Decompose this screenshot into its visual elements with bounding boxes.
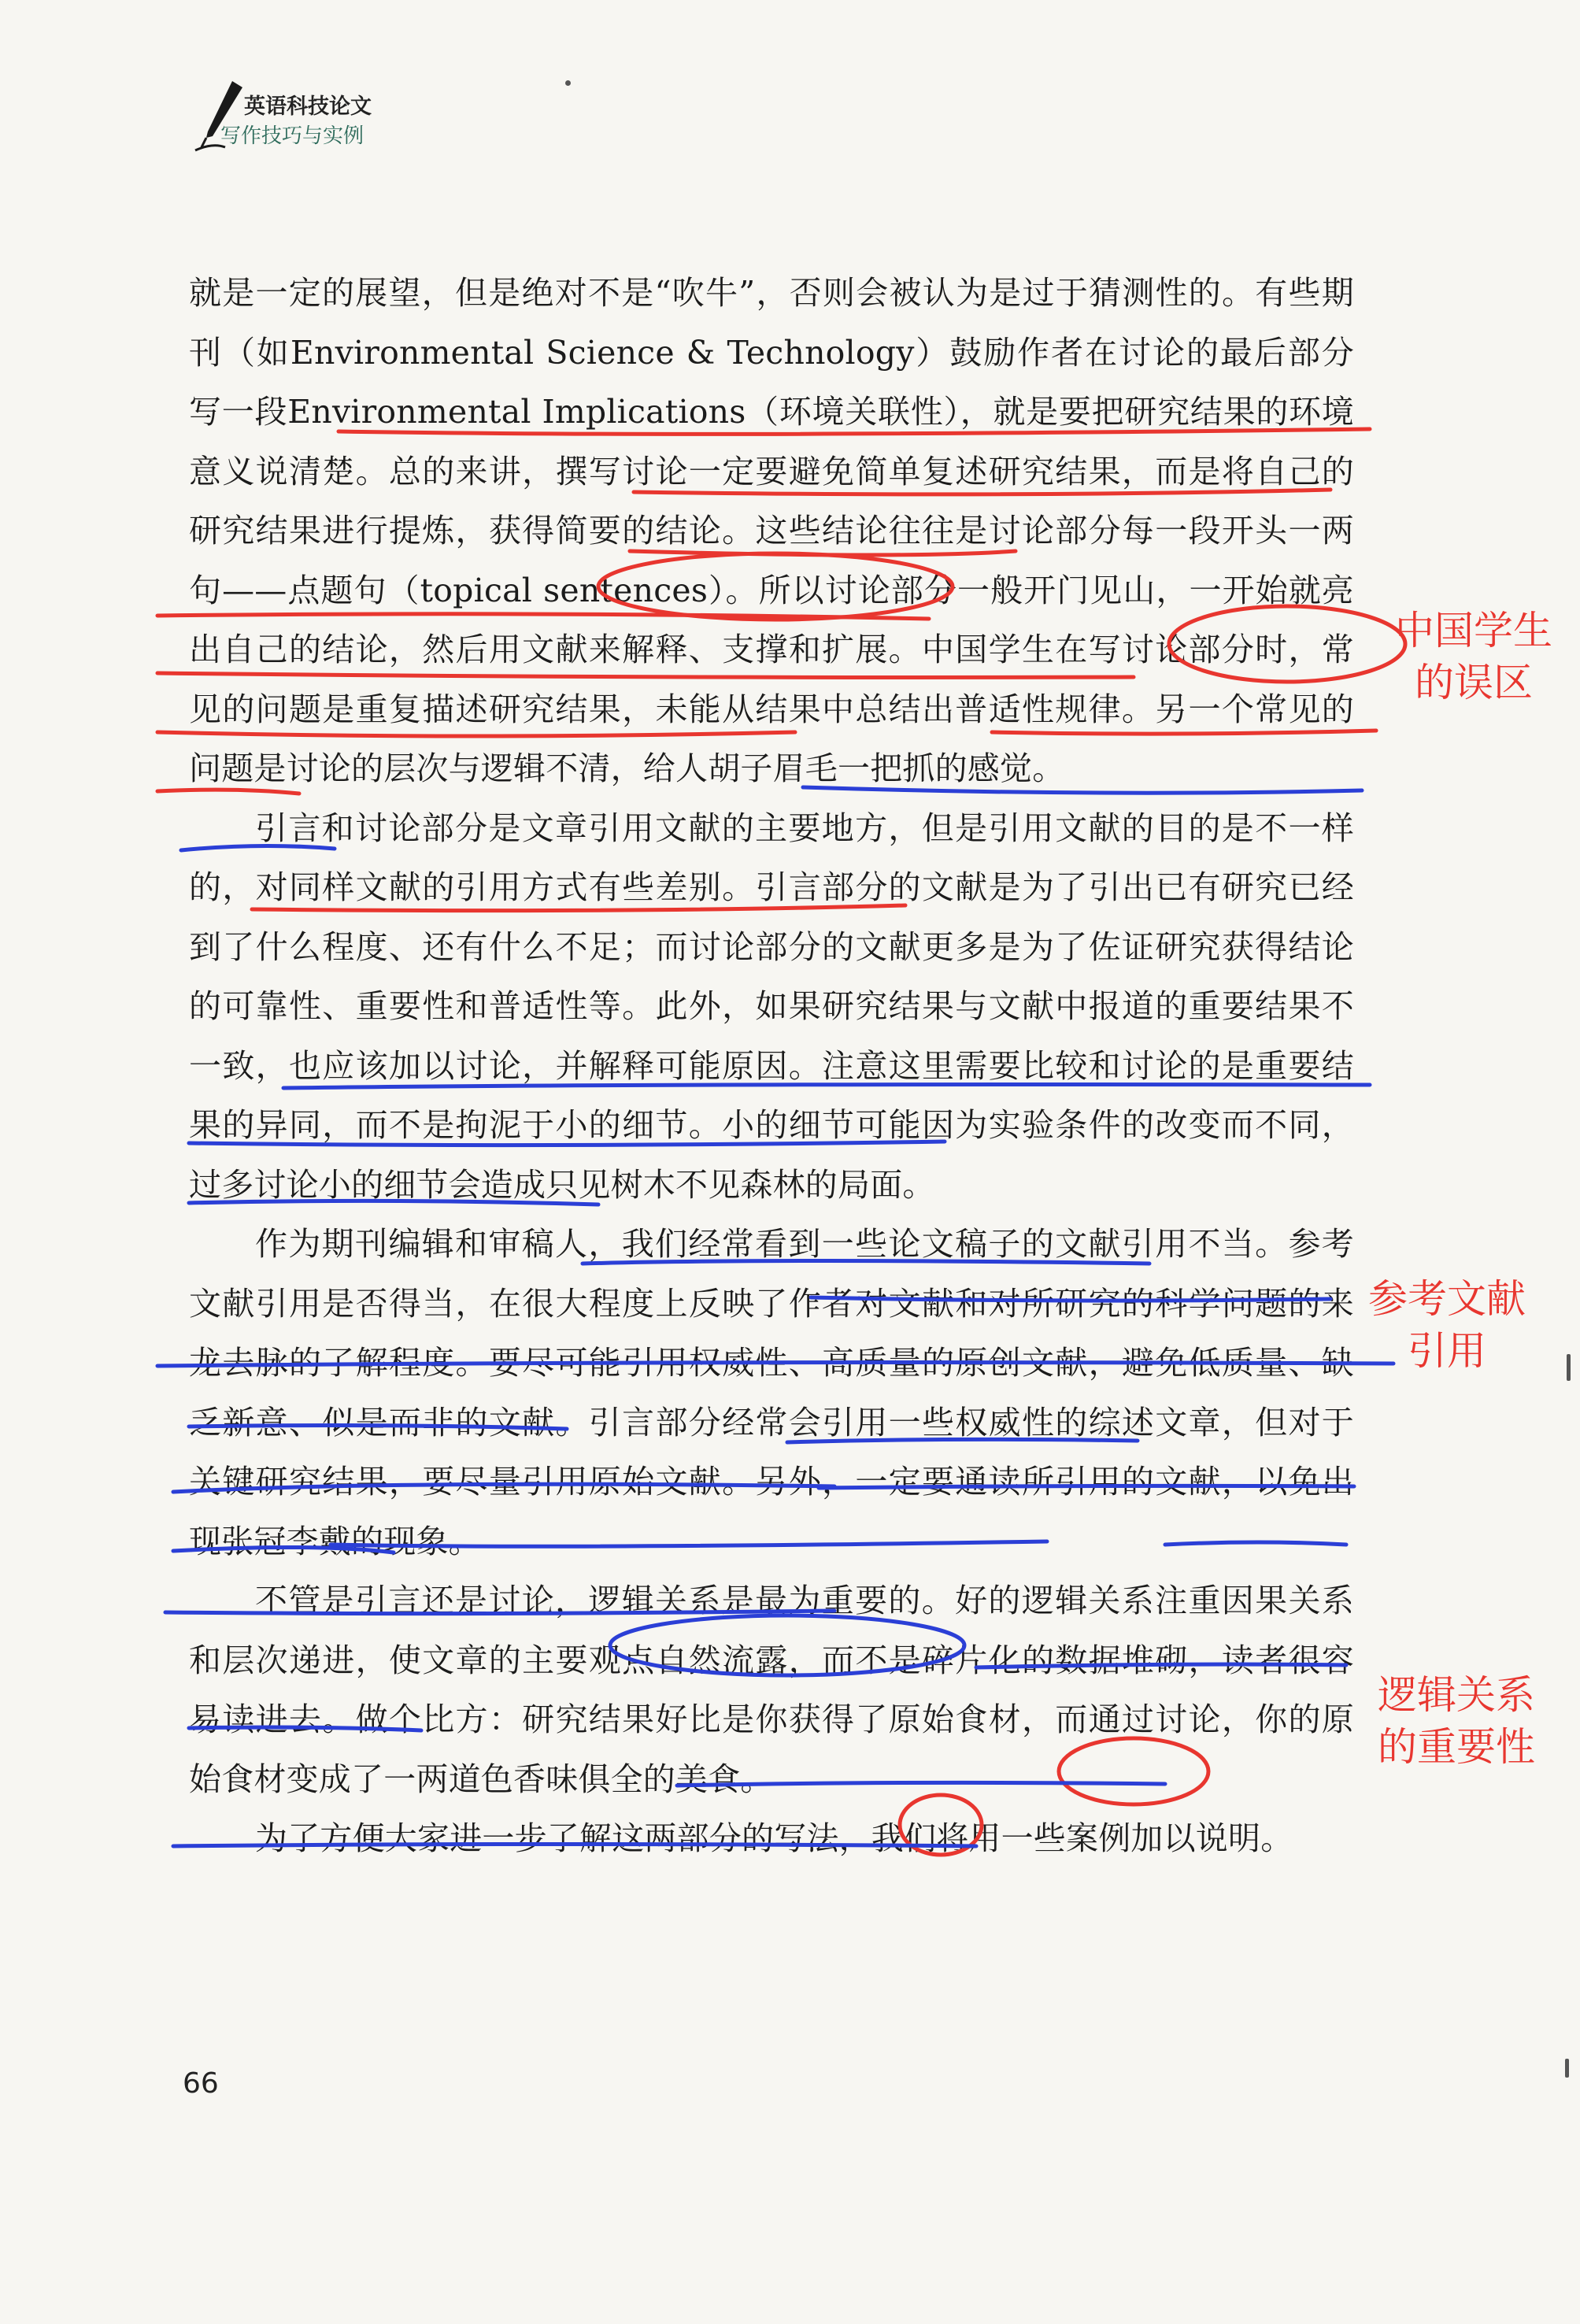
book-subtitle: 写作技巧与实例	[220, 124, 364, 148]
paragraph: 为了方便大家进一步了解这两部分的写法，我们将用一些案例加以说明。	[255, 1819, 1293, 1857]
book-title: 英语科技论文	[244, 94, 372, 119]
margin-note-chinese-students: 中国学生 的误区	[1395, 608, 1552, 705]
running-header	[189, 75, 425, 161]
paragraph: 不管是引言还是讨论，逻辑关系是最为重要的。好的逻辑关系注重因果关系和层次递进，使文章的主要观点自然流露，而不是碎片化的数据堆砌，读者很容易读进去。做个比方：研究结果好比是你获得了原始食材，而通过讨论，你的原始食材变成了一两道色香味俱全的美食。	[189, 1582, 1354, 1798]
body-text	[189, 264, 1354, 1869]
page-number: 66	[183, 2067, 219, 2100]
paragraph: 作为期刊编辑和审稿人，我们经常看到一些论文稿子的文献引用不当。参考文献引用是否得当，在很大程度上反映了作者对文献和对所研究的科学问题的来龙去脉的了解程度。要尽可能引用权威性、高质量的原创文献，避免低质量、缺乏新意、似是而非的文献。引言部分经常会引用一些权威性的综述文章，但对于关键研究结果，要尽量引用原始文献。另外，一定要通读所引用的文献，以免出现张冠李戴的现象。	[189, 1225, 1354, 1560]
paragraph: 引言和讨论部分是文章引用文献的主要地方，但是引用文献的目的是不一样的，对同样文献的引用方式有些差别。引言部分的文献是为了引出已有研究已经到了什么程度、还有什么不足；而讨论部分的文献更多是为了佐证研究获得结论的可靠性、重要性和普适性等。此外，如果研究结果与文献中报道的重要结果不一致，也应该加以讨论，并解释可能原因。注意这里需要比较和讨论的是重要结果的异同，而不是拘泥于小的细节。小的细节可能因为实验条件的改变而不同，过多讨论小的细节会造成只见树木不见森林的局面。	[189, 809, 1354, 1204]
margin-note-references: 参考文献 引用	[1368, 1276, 1526, 1374]
margin-note-logic: 逻辑关系 的重要性	[1378, 1672, 1535, 1770]
paragraph: 就是一定的展望，但是绝对不是“吹牛”，否则会被认为是过于猜测性的。有些期刊（如Environmental Science & Technology）鼓励作者在讨论的最后部分写一段Environmental Implications（环境关联性），就是要把研究结果的环境意义说清楚。总的来讲，撰写讨论一定要避免简单复述研究结果，而是将自己的研究结果进行提炼，获得简要的结论。这些结论往往是讨论部分每一段开头一两句——点题句（topical sentences）。所以讨论部分一般开门见山，一开始就亮出自己的结论，然后用文献来解释、支撑和扩展。中国学生在写讨论部分时，常见的问题是重复描述研究结果，未能从结果中总结出普适性规律。另一个常见的问题是讨论的层次与逻辑不清，给人胡子眉毛一把抓的感觉。	[189, 274, 1354, 787]
